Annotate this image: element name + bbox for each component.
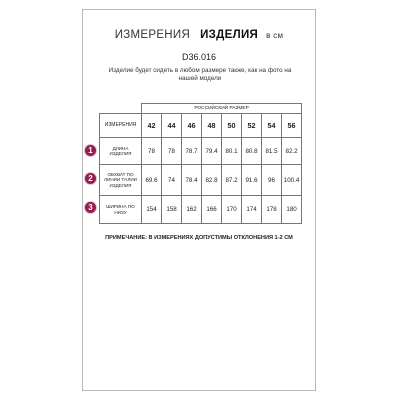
group-header-row bbox=[100, 104, 302, 114]
size-header: 50 bbox=[222, 114, 242, 138]
table-cell: 80.1 bbox=[222, 138, 242, 165]
table-cell: 154 bbox=[142, 196, 162, 224]
size-table bbox=[99, 103, 302, 224]
size-header: 46 bbox=[182, 114, 202, 138]
table-cell: 79.4 bbox=[202, 138, 222, 165]
size-header: 42 bbox=[142, 114, 162, 138]
size-chart-sheet bbox=[82, 9, 316, 391]
table-row-waist bbox=[100, 165, 302, 196]
table-cell: 180 bbox=[282, 196, 302, 224]
russian-size-header: РОССИЙСКИЙ РАЗМЕР bbox=[142, 104, 302, 114]
table-cell: 174 bbox=[242, 196, 262, 224]
table-cell: 166 bbox=[202, 196, 222, 224]
table-cell: 178 bbox=[262, 196, 282, 224]
measurements-header: ИЗМЕРЕНИЯ bbox=[100, 114, 142, 138]
table-row-length bbox=[100, 138, 302, 165]
product-code: D36.016 bbox=[181, 52, 217, 62]
table-cell: 74 bbox=[162, 165, 182, 196]
table-cell: 100.4 bbox=[282, 165, 302, 196]
size-header: 48 bbox=[202, 114, 222, 138]
table-cell: 78 bbox=[162, 138, 182, 165]
table-cell: 78.7 bbox=[182, 138, 202, 165]
table-cell: 158 bbox=[162, 196, 182, 224]
marker-2-icon: 2 bbox=[84, 172, 97, 185]
tolerance-note: ПРИМЕЧАНИЕ: В ИЗМЕРЕНИЯХ ДОПУСТИМЫ ОТКЛОНЕНИЯ 1-2 СМ bbox=[105, 235, 293, 241]
marker-1-icon: 1 bbox=[84, 144, 97, 157]
table-cell: 81.5 bbox=[262, 138, 282, 165]
table-cell: 78.4 bbox=[182, 165, 202, 196]
marker-3-icon: 3 bbox=[84, 201, 97, 214]
size-header: 54 bbox=[262, 114, 282, 138]
fit-description: Изделие будет сидеть в любом размере также, как на фото на нашей модели bbox=[108, 67, 292, 82]
table-cell: 82.2 bbox=[282, 138, 302, 165]
row-label: ШИРИНА ПО НИЗУ bbox=[100, 196, 142, 224]
size-header-row bbox=[100, 114, 302, 138]
title-unit: в см bbox=[266, 31, 284, 40]
table-cell: 162 bbox=[182, 196, 202, 224]
size-header: 44 bbox=[162, 114, 182, 138]
title-measurements: ИЗМЕРЕНИЯ bbox=[114, 29, 191, 41]
empty-corner bbox=[100, 104, 142, 114]
table-cell: 170 bbox=[222, 196, 242, 224]
table-cell: 80.8 bbox=[242, 138, 262, 165]
size-header: 56 bbox=[282, 114, 302, 138]
page-title bbox=[83, 25, 315, 43]
row-label: ДЛИНА ИЗДЕЛИЯ bbox=[100, 138, 142, 165]
table-cell: 91.6 bbox=[242, 165, 262, 196]
table-cell: 69.6 bbox=[142, 165, 162, 196]
row-label: ОБХВАТ ПО ЛИНИИ ТАЛИИ ИЗДЕЛИЯ bbox=[100, 165, 142, 196]
table-cell: 87.2 bbox=[222, 165, 242, 196]
table-cell: 78 bbox=[142, 138, 162, 165]
table-cell: 96 bbox=[262, 165, 282, 196]
title-item: ИЗДЕЛИЯ bbox=[200, 29, 259, 41]
table-row-hem-width bbox=[100, 196, 302, 224]
size-header: 52 bbox=[242, 114, 262, 138]
table-cell: 82.8 bbox=[202, 165, 222, 196]
